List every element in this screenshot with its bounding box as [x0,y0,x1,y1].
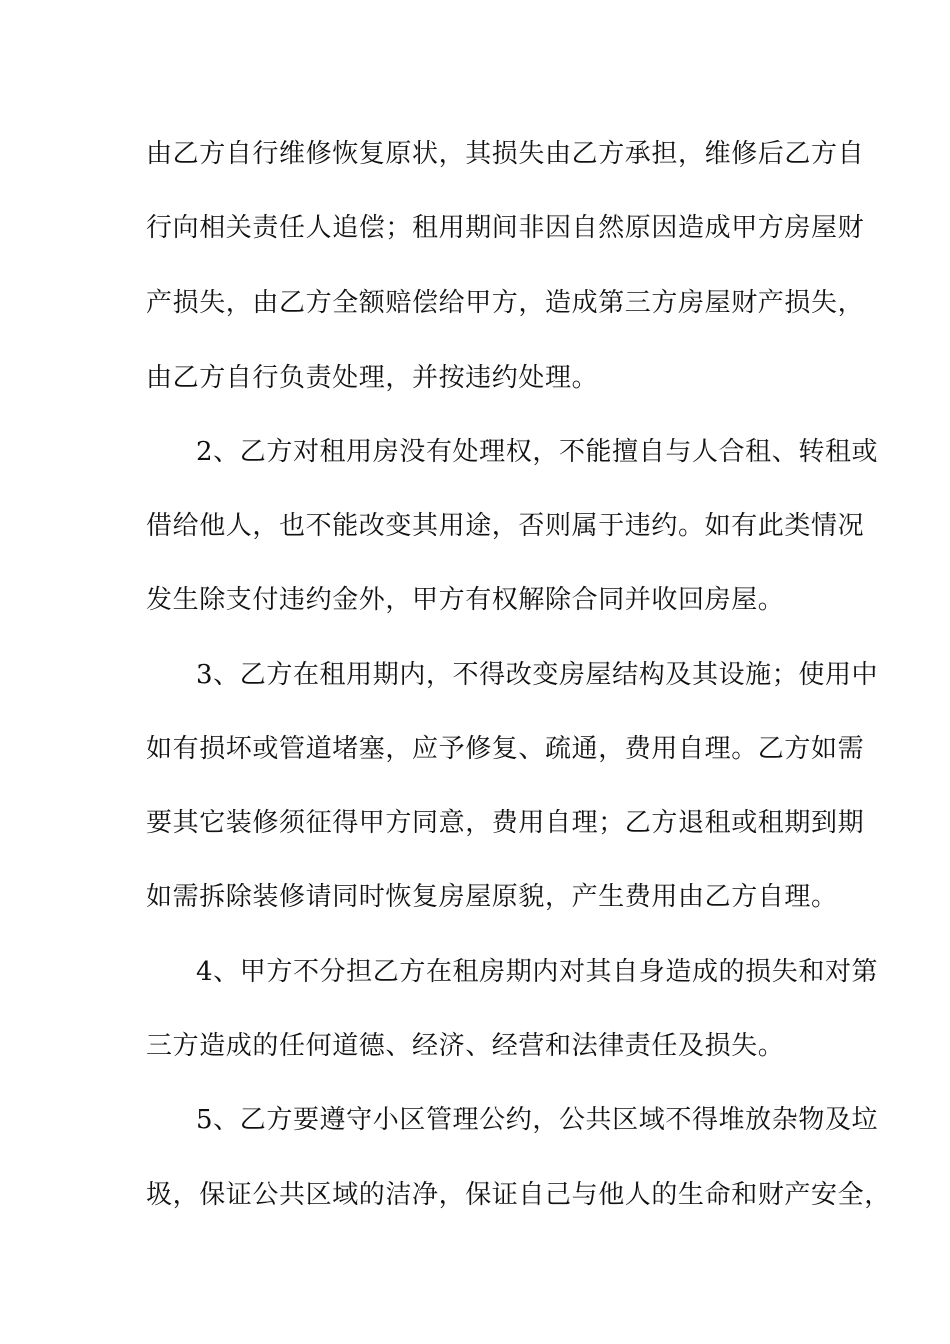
paragraph-start-line: 2、乙方对租用房没有处理权，不能擅自与人合租、转租或 [196,437,879,467]
text-line: 借给他人，也不能改变其用途，否则属于违约。如有此类情况 [146,511,865,541]
text-line: 圾，保证公共区域的洁净，保证自己与他人的生命和财产安全， [146,1180,891,1210]
text-line: 由乙方自行维修恢复原状，其损失由乙方承担，维修后乙方自 [146,139,865,169]
text-line: 如需拆除装修请同时恢复房屋原貌，产生费用由乙方自理。 [146,882,838,912]
paragraph-start-line: 3、乙方在租用期内，不得改变房屋结构及其设施；使用中 [196,660,879,690]
text-line: 由乙方自行负责处理，并按违约处理。 [146,363,599,393]
paragraph-start-line: 4、甲方不分担乙方在租房期内对其自身造成的损失和对第 [196,957,879,987]
text-line: 要其它装修须征得甲方同意，费用自理；乙方退租或租期到期 [146,808,865,838]
text-line: 产损失，由乙方全额赔偿给甲方，造成第三方房屋财产损失， [146,288,865,318]
text-line: 行向相关责任人追偿；租用期间非因自然原因造成甲方房屋财 [146,213,865,243]
paragraph-start-line: 5、乙方要遵守小区管理公约，公共区域不得堆放杂物及垃 [196,1105,879,1135]
text-line: 发生除支付违约金外，甲方有权解除合同并收回房屋。 [146,585,785,615]
text-line: 如有损坏或管道堵塞，应予修复、疏通，费用自理。乙方如需 [146,734,865,764]
text-line: 三方造成的任何道德、经济、经营和法律责任及损失。 [146,1031,785,1061]
